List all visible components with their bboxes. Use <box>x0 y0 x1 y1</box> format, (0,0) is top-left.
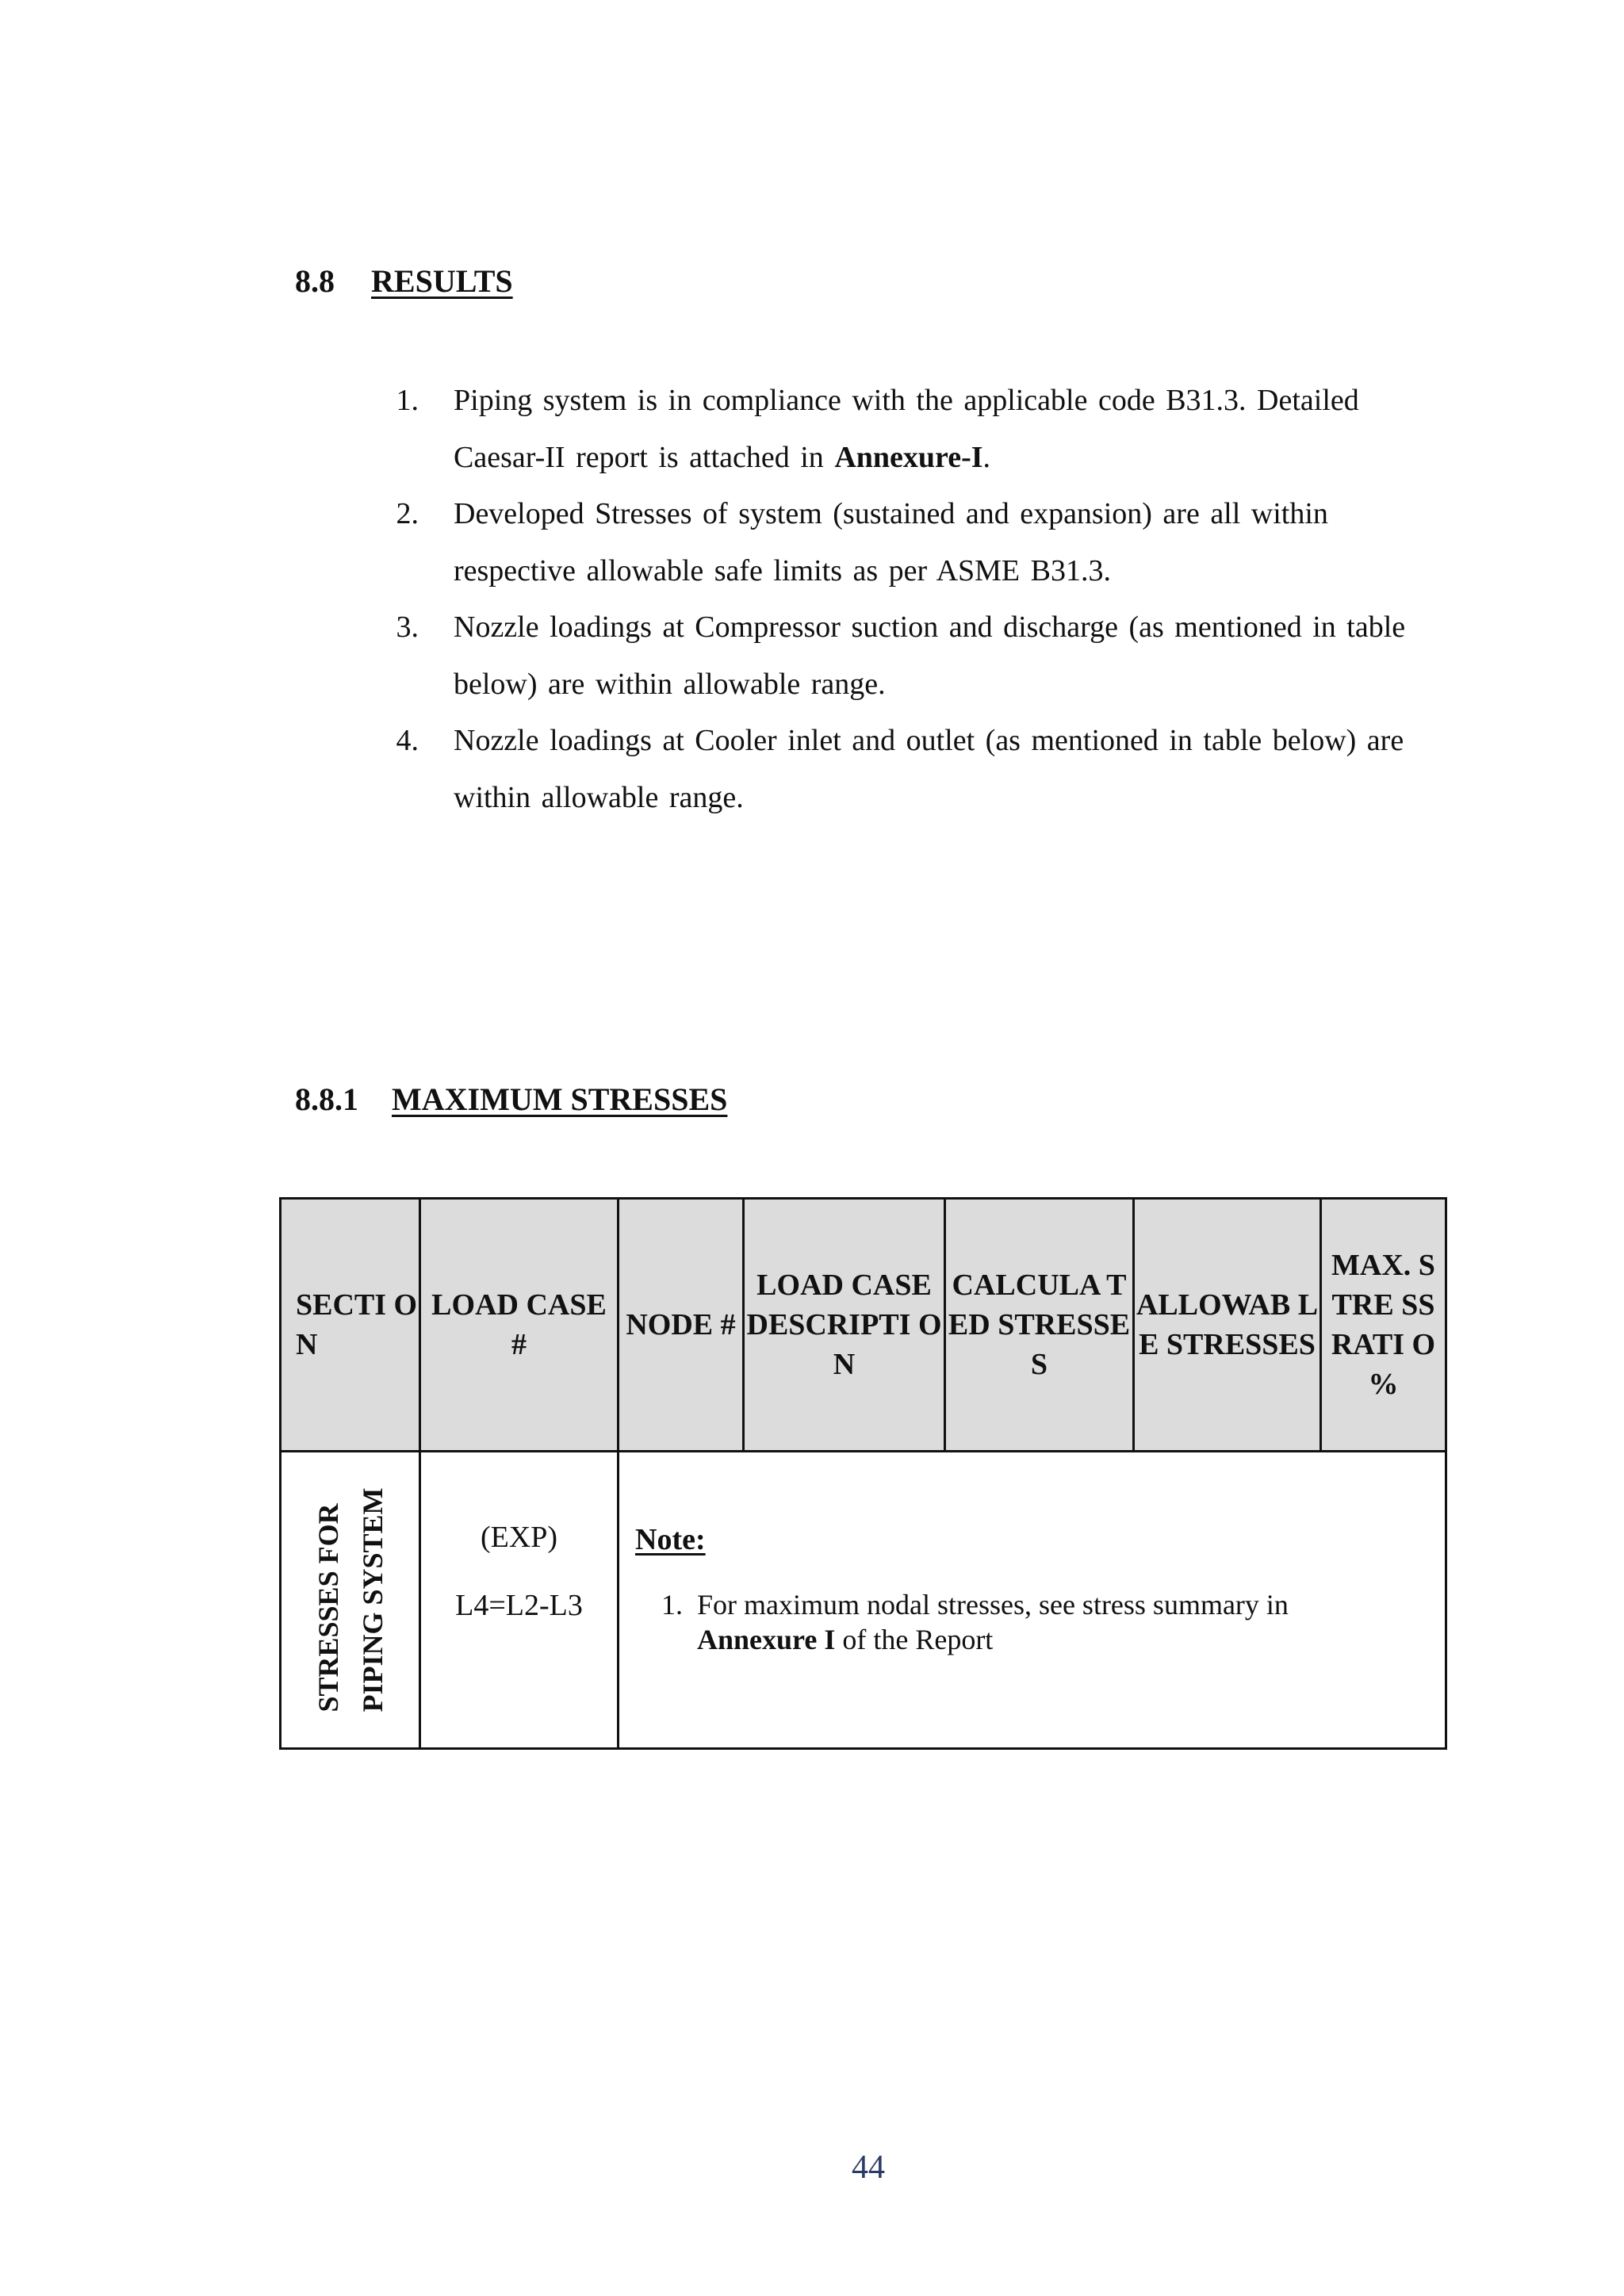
note-item-number: 1. <box>661 1589 683 1621</box>
header-node: NODE # <box>619 1199 744 1452</box>
list-item <box>325 599 1435 713</box>
section-label-line: STRESSES FOR <box>312 1503 344 1712</box>
page-number: 44 <box>852 2149 885 2186</box>
results-list <box>325 373 1435 826</box>
list-item-number: 1. <box>396 384 419 417</box>
section-label-vertical <box>306 1487 395 1712</box>
note-item <box>635 1587 1445 1657</box>
list-item-text: . <box>982 440 991 474</box>
note-item-text: For maximum nodal stresses, see stress summary in <box>697 1589 1289 1621</box>
header-allowable-stresses: ALLOWAB LE STRESSES <box>1134 1199 1321 1452</box>
list-item-text: within allowable range. <box>454 780 744 814</box>
subsection-title: MAXIMUM STRESSES <box>392 1081 728 1117</box>
list-item <box>325 486 1435 599</box>
section-cell <box>281 1452 420 1749</box>
list-item-text: Developed Stresses of system (sustained and expansion) are all within <box>454 497 1328 530</box>
load-case-cell <box>420 1452 619 1749</box>
table-row <box>281 1452 1446 1749</box>
header-max-stress-ratio: MAX. STRE SS RATI O % <box>1321 1199 1446 1452</box>
note-item-tail: of the Report <box>835 1624 994 1655</box>
list-item-text: Nozzle loadings at Cooler inlet and outlet (as mentioned in table below) are <box>454 724 1404 757</box>
subsection-number: 8.8.1 <box>295 1081 358 1117</box>
list-item-number: 4. <box>396 724 419 757</box>
note-title: Note: <box>635 1523 706 1556</box>
section-number: 8.8 <box>295 263 335 299</box>
header-section: SECTI ON <box>281 1199 420 1452</box>
load-case-type: (EXP) <box>480 1521 558 1554</box>
list-item-number: 3. <box>396 610 419 644</box>
load-case-formula: L4=L2-L3 <box>455 1589 583 1622</box>
list-item-text: Caesar-II report is attached in <box>454 440 835 474</box>
header-load-case-description: LOAD CASE DESCRIPTI ON <box>744 1199 945 1452</box>
annexure-reference: Annexure I <box>697 1624 836 1655</box>
list-item-text: Nozzle loadings at Compressor suction and discharge (as mentioned in table <box>454 610 1406 644</box>
note-cell <box>619 1452 1446 1749</box>
header-calculated-stresses: CALCULA TED STRESSES <box>945 1199 1134 1452</box>
section-title: RESULTS <box>371 263 513 299</box>
subsection-heading <box>295 1081 727 1118</box>
list-item <box>325 373 1435 486</box>
max-stresses-table <box>279 1197 1447 1750</box>
section-label-line: PIPING SYSTEM <box>356 1487 389 1712</box>
list-item <box>325 713 1435 826</box>
section-heading <box>295 262 513 300</box>
list-item-text: below) are within allowable range. <box>454 667 886 701</box>
list-item-text: Piping system is in compliance with the applicable code B31.3. Detailed <box>454 384 1359 417</box>
list-item-number: 2. <box>396 497 419 530</box>
header-load-case: LOAD CASE # <box>420 1199 619 1452</box>
list-item-text: respective allowable safe limits as per ASME B31.3. <box>454 553 1111 587</box>
table-header-row <box>281 1199 1446 1452</box>
annexure-reference: Annexure-I <box>834 440 983 474</box>
